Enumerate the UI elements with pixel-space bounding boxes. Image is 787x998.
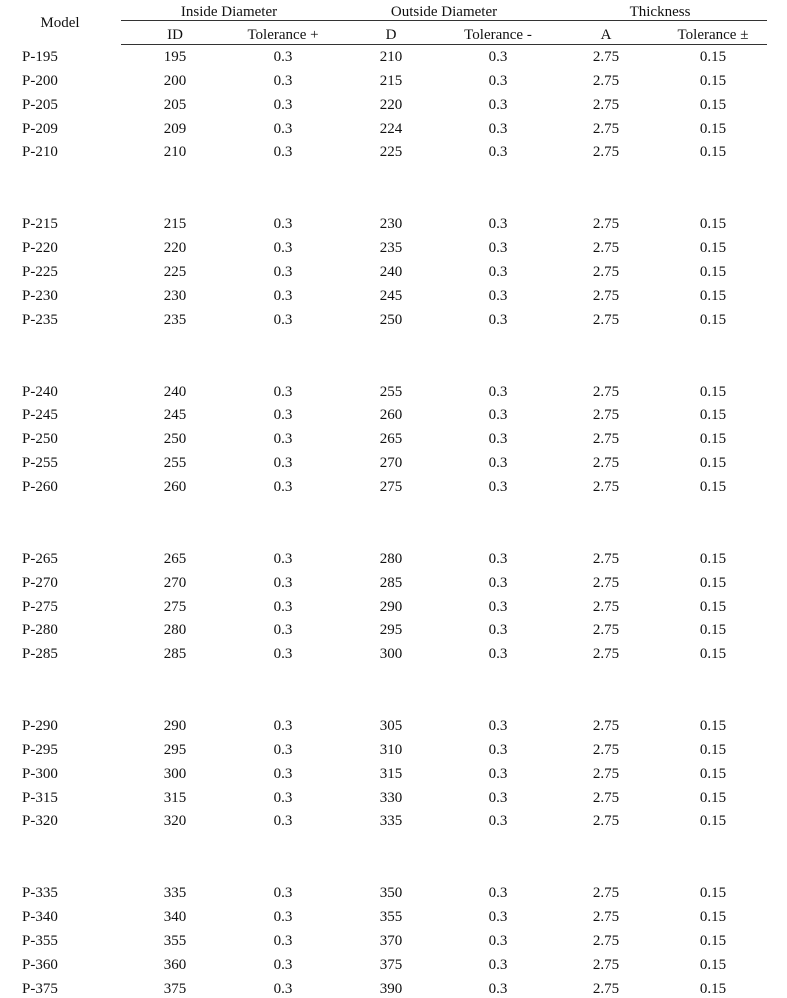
- cell-id: 355: [163, 933, 187, 949]
- cell-a: 2.75: [592, 574, 620, 591]
- cell-id: 375: [163, 980, 187, 997]
- cell-model: P-215: [22, 216, 58, 233]
- cell-model: P-230: [22, 287, 58, 304]
- cell-tolerance-plus: 0.3: [273, 144, 293, 161]
- cell-a: 2.75: [592, 431, 620, 448]
- cell-id: 265: [163, 550, 187, 567]
- cell-tolerance-minus: 0.3: [488, 718, 508, 734]
- cell-tolerance-minus: 0.3: [488, 383, 508, 400]
- cell-tolerance-plus-minus: 0.15: [699, 765, 727, 782]
- cell-id: 250: [163, 431, 187, 448]
- header-bottom-rule: [121, 44, 767, 45]
- cell-id: 290: [163, 718, 187, 734]
- cell-tolerance-minus: 0.3: [488, 574, 508, 591]
- cell-tolerance-plus-minus: 0.15: [699, 407, 727, 424]
- cell-tolerance-plus: 0.3: [273, 909, 293, 926]
- cell-a: 2.75: [592, 980, 620, 997]
- cell-tolerance-minus: 0.3: [488, 311, 508, 328]
- cell-tolerance-plus: 0.3: [273, 478, 293, 495]
- cell-tolerance-plus-minus: 0.15: [699, 240, 727, 257]
- cell-d: 300: [379, 646, 403, 663]
- cell-tolerance-minus: 0.3: [488, 933, 508, 949]
- cell-model: P-300: [22, 765, 58, 782]
- cell-tolerance-plus: 0.3: [273, 383, 293, 400]
- cell-tolerance-minus: 0.3: [488, 598, 508, 615]
- cell-model: P-225: [22, 263, 58, 280]
- cell-tolerance-plus-minus: 0.15: [699, 144, 727, 161]
- cell-id: 285: [163, 646, 187, 663]
- cell-model: P-240: [22, 383, 58, 400]
- cell-tolerance-plus-minus: 0.15: [699, 933, 727, 949]
- cell-tolerance-plus: 0.3: [273, 263, 293, 280]
- cell-d: 375: [379, 956, 403, 973]
- cell-d: 305: [379, 718, 403, 734]
- cell-tolerance-plus-minus: 0.15: [699, 311, 727, 328]
- cell-tolerance-minus: 0.3: [488, 96, 508, 113]
- cell-d: 210: [379, 49, 403, 65]
- cell-id: 195: [163, 49, 187, 65]
- cell-id: 245: [163, 407, 187, 424]
- cell-tolerance-plus: 0.3: [273, 120, 293, 137]
- cell-id: 280: [163, 622, 187, 639]
- cell-model: P-280: [22, 622, 58, 639]
- cell-id: 340: [163, 909, 187, 926]
- cell-id: 200: [163, 72, 187, 89]
- cell-tolerance-minus: 0.3: [488, 287, 508, 304]
- cell-tolerance-plus-minus: 0.15: [699, 909, 727, 926]
- cell-tolerance-plus-minus: 0.15: [699, 718, 727, 734]
- cell-a: 2.75: [592, 598, 620, 615]
- cell-d: 280: [379, 550, 403, 567]
- cell-model: P-355: [22, 933, 58, 949]
- header-model: Model: [40, 15, 80, 31]
- cell-tolerance-plus-minus: 0.15: [699, 431, 727, 448]
- cell-tolerance-plus: 0.3: [273, 813, 293, 830]
- header-tolerance-plus: Tolerance +: [247, 27, 319, 43]
- cell-id: 270: [163, 574, 187, 591]
- cell-id: 220: [163, 240, 187, 257]
- cell-tolerance-plus-minus: 0.15: [699, 622, 727, 639]
- cell-tolerance-plus: 0.3: [273, 598, 293, 615]
- cell-a: 2.75: [592, 263, 620, 280]
- cell-tolerance-plus-minus: 0.15: [699, 455, 727, 472]
- cell-d: 255: [379, 383, 403, 400]
- cell-id: 300: [163, 765, 187, 782]
- cell-a: 2.75: [592, 96, 620, 113]
- cell-a: 2.75: [592, 383, 620, 400]
- cell-tolerance-minus: 0.3: [488, 240, 508, 257]
- cell-a: 2.75: [592, 407, 620, 424]
- cell-model: P-205: [22, 96, 58, 113]
- cell-tolerance-plus: 0.3: [273, 96, 293, 113]
- cell-a: 2.75: [592, 72, 620, 89]
- cell-id: 315: [163, 789, 187, 806]
- cell-tolerance-minus: 0.3: [488, 885, 508, 902]
- cell-a: 2.75: [592, 478, 620, 495]
- cell-tolerance-plus: 0.3: [273, 765, 293, 782]
- cell-tolerance-minus: 0.3: [488, 765, 508, 782]
- cell-d: 315: [379, 765, 403, 782]
- cell-tolerance-plus: 0.3: [273, 72, 293, 89]
- cell-id: 225: [163, 263, 187, 280]
- cell-d: 250: [379, 311, 403, 328]
- cell-model: P-295: [22, 741, 58, 758]
- cell-model: P-195: [22, 49, 58, 65]
- cell-tolerance-plus: 0.3: [273, 885, 293, 902]
- cell-model: P-335: [22, 885, 58, 902]
- cell-id: 240: [163, 383, 187, 400]
- cell-d: 310: [379, 741, 403, 758]
- cell-tolerance-minus: 0.3: [488, 216, 508, 233]
- cell-d: 215: [379, 72, 403, 89]
- header-group-outside-diameter: Outside Diameter: [390, 4, 498, 20]
- cell-model: P-235: [22, 311, 58, 328]
- cell-tolerance-plus: 0.3: [273, 240, 293, 257]
- cell-model: P-200: [22, 72, 58, 89]
- cell-a: 2.75: [592, 49, 620, 65]
- cell-a: 2.75: [592, 120, 620, 137]
- cell-tolerance-minus: 0.3: [488, 813, 508, 830]
- cell-tolerance-minus: 0.3: [488, 909, 508, 926]
- cell-a: 2.75: [592, 550, 620, 567]
- cell-d: 260: [379, 407, 403, 424]
- cell-model: P-209: [22, 120, 58, 137]
- cell-id: 215: [163, 216, 187, 233]
- cell-tolerance-plus-minus: 0.15: [699, 789, 727, 806]
- cell-id: 295: [163, 741, 187, 758]
- cell-tolerance-minus: 0.3: [488, 741, 508, 758]
- cell-tolerance-minus: 0.3: [488, 956, 508, 973]
- cell-a: 2.75: [592, 789, 620, 806]
- header-a: A: [600, 27, 612, 43]
- cell-a: 2.75: [592, 287, 620, 304]
- cell-id: 209: [163, 120, 187, 137]
- cell-tolerance-minus: 0.3: [488, 263, 508, 280]
- cell-tolerance-minus: 0.3: [488, 789, 508, 806]
- cell-tolerance-plus: 0.3: [273, 622, 293, 639]
- cell-tolerance-plus: 0.3: [273, 933, 293, 949]
- cell-d: 355: [379, 909, 403, 926]
- cell-tolerance-plus: 0.3: [273, 789, 293, 806]
- cell-tolerance-plus: 0.3: [273, 49, 293, 65]
- cell-a: 2.75: [592, 813, 620, 830]
- cell-tolerance-minus: 0.3: [488, 144, 508, 161]
- cell-tolerance-plus: 0.3: [273, 550, 293, 567]
- cell-tolerance-plus-minus: 0.15: [699, 72, 727, 89]
- cell-tolerance-plus: 0.3: [273, 311, 293, 328]
- cell-tolerance-plus-minus: 0.15: [699, 49, 727, 65]
- cell-tolerance-plus: 0.3: [273, 455, 293, 472]
- cell-tolerance-minus: 0.3: [488, 49, 508, 65]
- cell-d: 245: [379, 287, 403, 304]
- cell-d: 235: [379, 240, 403, 257]
- cell-d: 225: [379, 144, 403, 161]
- cell-model: P-265: [22, 550, 58, 567]
- cell-id: 235: [163, 311, 187, 328]
- cell-tolerance-minus: 0.3: [488, 622, 508, 639]
- cell-tolerance-plus-minus: 0.15: [699, 646, 727, 663]
- cell-tolerance-minus: 0.3: [488, 646, 508, 663]
- cell-tolerance-plus-minus: 0.15: [699, 383, 727, 400]
- cell-id: 335: [163, 885, 187, 902]
- cell-tolerance-plus-minus: 0.15: [699, 96, 727, 113]
- cell-d: 290: [379, 598, 403, 615]
- cell-tolerance-minus: 0.3: [488, 407, 508, 424]
- cell-tolerance-plus: 0.3: [273, 646, 293, 663]
- cell-model: P-340: [22, 909, 58, 926]
- header-group-thickness: Thickness: [629, 4, 691, 20]
- cell-a: 2.75: [592, 144, 620, 161]
- cell-d: 330: [379, 789, 403, 806]
- cell-a: 2.75: [592, 956, 620, 973]
- cell-tolerance-plus-minus: 0.15: [699, 980, 727, 997]
- cell-id: 320: [163, 813, 187, 830]
- cell-d: 220: [379, 96, 403, 113]
- cell-tolerance-minus: 0.3: [488, 120, 508, 137]
- cell-tolerance-plus-minus: 0.15: [699, 120, 727, 137]
- cell-a: 2.75: [592, 909, 620, 926]
- header-tolerance-minus: Tolerance -: [464, 27, 532, 43]
- cell-d: 295: [379, 622, 403, 639]
- cell-id: 205: [163, 96, 187, 113]
- cell-d: 350: [379, 885, 403, 902]
- cell-tolerance-plus: 0.3: [273, 216, 293, 233]
- cell-model: P-320: [22, 813, 58, 830]
- cell-a: 2.75: [592, 216, 620, 233]
- cell-id: 255: [163, 455, 187, 472]
- cell-tolerance-plus-minus: 0.15: [699, 598, 727, 615]
- cell-tolerance-minus: 0.3: [488, 550, 508, 567]
- cell-tolerance-plus-minus: 0.15: [699, 574, 727, 591]
- cell-tolerance-plus: 0.3: [273, 956, 293, 973]
- cell-model: P-315: [22, 789, 58, 806]
- cell-model: P-210: [22, 144, 58, 161]
- cell-tolerance-plus-minus: 0.15: [699, 478, 727, 495]
- cell-id: 230: [163, 287, 187, 304]
- cell-tolerance-plus: 0.3: [273, 574, 293, 591]
- cell-d: 270: [379, 455, 403, 472]
- cell-tolerance-plus: 0.3: [273, 741, 293, 758]
- cell-d: 275: [379, 478, 403, 495]
- cell-tolerance-plus-minus: 0.15: [699, 956, 727, 973]
- cell-tolerance-minus: 0.3: [488, 478, 508, 495]
- cell-a: 2.75: [592, 455, 620, 472]
- cell-a: 2.75: [592, 741, 620, 758]
- cell-d: 390: [379, 980, 403, 997]
- cell-a: 2.75: [592, 933, 620, 949]
- cell-d: 230: [379, 216, 403, 233]
- header-divider: [121, 20, 767, 21]
- cell-a: 2.75: [592, 765, 620, 782]
- cell-model: P-245: [22, 407, 58, 424]
- cell-tolerance-plus-minus: 0.15: [699, 741, 727, 758]
- cell-tolerance-minus: 0.3: [488, 980, 508, 997]
- cell-tolerance-minus: 0.3: [488, 455, 508, 472]
- cell-model: P-250: [22, 431, 58, 448]
- cell-model: P-290: [22, 718, 58, 734]
- cell-tolerance-plus: 0.3: [273, 407, 293, 424]
- cell-tolerance-plus-minus: 0.15: [699, 550, 727, 567]
- cell-id: 360: [163, 956, 187, 973]
- cell-tolerance-plus: 0.3: [273, 718, 293, 734]
- cell-model: P-360: [22, 956, 58, 973]
- cell-tolerance-minus: 0.3: [488, 431, 508, 448]
- cell-tolerance-plus: 0.3: [273, 287, 293, 304]
- cell-tolerance-minus: 0.3: [488, 72, 508, 89]
- cell-tolerance-plus-minus: 0.15: [699, 287, 727, 304]
- cell-a: 2.75: [592, 311, 620, 328]
- cell-a: 2.75: [592, 622, 620, 639]
- cell-tolerance-plus-minus: 0.15: [699, 813, 727, 830]
- cell-id: 260: [163, 478, 187, 495]
- cell-model: P-375: [22, 980, 58, 997]
- cell-d: 224: [379, 120, 403, 137]
- cell-tolerance-plus: 0.3: [273, 431, 293, 448]
- cell-id: 210: [163, 144, 187, 161]
- cell-d: 265: [379, 431, 403, 448]
- cell-a: 2.75: [592, 885, 620, 902]
- cell-a: 2.75: [592, 240, 620, 257]
- cell-d: 240: [379, 263, 403, 280]
- header-id: ID: [167, 27, 183, 43]
- cell-model: P-285: [22, 646, 58, 663]
- cell-d: 335: [379, 813, 403, 830]
- cell-tolerance-plus-minus: 0.15: [699, 263, 727, 280]
- cell-a: 2.75: [592, 646, 620, 663]
- cell-model: P-270: [22, 574, 58, 591]
- header-tolerance-plus-minus: Tolerance ±: [677, 27, 749, 43]
- cell-model: P-220: [22, 240, 58, 257]
- cell-model: P-255: [22, 455, 58, 472]
- cell-id: 275: [163, 598, 187, 615]
- cell-d: 285: [379, 574, 403, 591]
- header-group-inside-diameter: Inside Diameter: [180, 4, 278, 20]
- cell-a: 2.75: [592, 718, 620, 734]
- cell-model: P-260: [22, 478, 58, 495]
- cell-tolerance-plus-minus: 0.15: [699, 216, 727, 233]
- header-d: D: [385, 27, 397, 43]
- cell-d: 370: [379, 933, 403, 949]
- cell-tolerance-plus-minus: 0.15: [699, 885, 727, 902]
- cell-model: P-275: [22, 598, 58, 615]
- cell-tolerance-plus: 0.3: [273, 980, 293, 997]
